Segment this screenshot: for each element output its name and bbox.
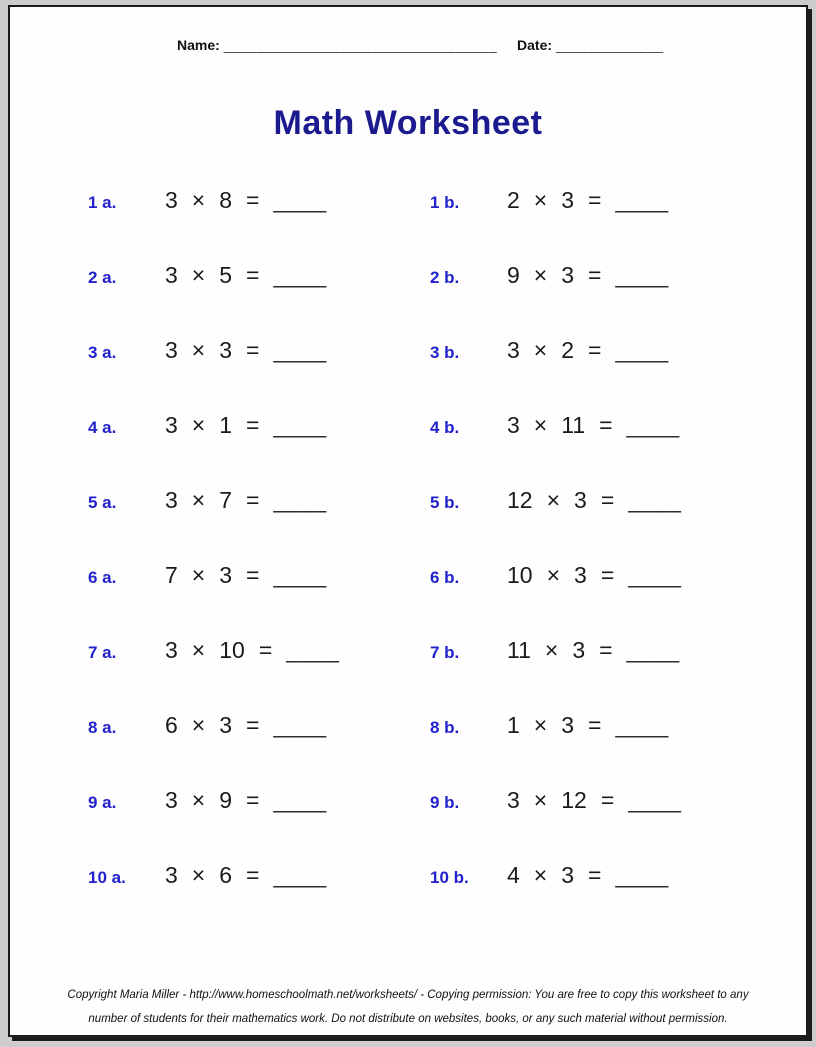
problem-number-label: 10 a. [88,868,126,887]
factor-2: 3 [561,712,575,738]
factor-2: 1 [219,412,233,438]
problem-number-label: 8 b. [430,718,460,737]
problem-row-3 [88,313,772,388]
equals-sign: = [588,262,602,288]
problem-8b [430,712,772,739]
times-icon: × [533,262,548,288]
factor-2: 3 [574,562,587,588]
times-icon: × [191,787,206,813]
times-icon: × [546,562,561,588]
factor-1: 12 [507,487,533,513]
problem-3b [430,337,772,364]
problem-row-6 [88,538,772,613]
problem-1b [430,187,772,214]
answer-blank: ____ [273,787,327,813]
factor-2: 3 [219,712,233,738]
worksheet-page [8,5,808,1037]
times-icon: × [191,562,206,588]
problem-number-label: 10 b. [430,868,469,887]
times-icon: × [191,487,206,513]
equals-sign: = [246,562,260,588]
factor-2: 6 [219,862,233,888]
answer-blank: ____ [615,262,669,288]
equation [507,187,669,214]
equation [507,637,680,664]
equals-sign: = [600,562,615,588]
answer-blank: ____ [273,262,327,288]
times-icon: × [191,712,206,738]
answer-blank: ____ [615,337,669,363]
factor-2: 12 [561,787,587,813]
factor-1: 3 [507,337,520,363]
equals-sign: = [599,412,613,438]
factor-1: 3 [165,412,178,438]
factor-1: 6 [165,712,178,738]
equals-sign: = [246,712,260,738]
factor-1: 11 [507,637,531,663]
answer-blank: ____ [286,637,340,663]
factor-2: 9 [219,787,233,813]
factor-2: 3 [574,487,587,513]
problem-2a [88,262,430,289]
times-icon: × [191,337,206,363]
problem-number-label: 5 a. [88,493,117,512]
factor-1: 2 [507,187,520,213]
copyright-footer [10,983,806,1031]
problem-row-8 [88,688,772,763]
answer-blank: ____ [273,562,327,588]
problem-number-label: 1 b. [430,193,460,212]
times-icon: × [533,787,548,813]
problem-4b [430,412,772,439]
page-title: Math Worksheet [273,104,543,142]
equation [165,337,327,364]
answer-blank: ____ [273,337,327,363]
answer-blank: ____ [626,637,680,663]
factor-2: 10 [219,637,245,663]
answer-blank: ____ [273,412,327,438]
problem-number-label: 3 b. [430,343,460,362]
problem-number-label: 7 b. [430,643,460,662]
problem-number-label: 8 a. [88,718,117,737]
factor-1: 3 [507,787,520,813]
factor-2: 2 [561,337,575,363]
factor-1: 3 [165,787,178,813]
problem-5b [430,487,772,514]
times-icon: × [533,337,548,363]
equals-sign: = [258,637,273,663]
equation [165,262,327,289]
equation [165,562,327,589]
answer-blank: ____ [615,862,669,888]
equals-sign: = [588,862,602,888]
factor-2: 3 [219,562,233,588]
factor-1: 7 [165,562,178,588]
date-fill-line: _____________ [555,37,664,53]
factor-1: 3 [165,187,178,213]
factor-2: 5 [219,262,233,288]
name-date-row [177,37,664,53]
problem-1a [88,187,430,214]
problem-9a [88,787,430,814]
times-icon: × [533,187,548,213]
factor-2: 7 [219,487,233,513]
factor-2: 3 [561,262,575,288]
times-icon: × [191,862,206,888]
problem-row-10 [88,838,772,913]
problem-number-label: 1 a. [88,193,117,212]
problem-number-label: 9 a. [88,793,117,812]
problem-6b [430,562,772,589]
problem-10b [430,862,772,889]
factor-2: 11 [561,412,586,438]
factor-2: 8 [219,187,233,213]
answer-blank: ____ [628,487,682,513]
equation [507,262,669,289]
problem-row-9 [88,763,772,838]
factor-1: 4 [507,862,520,888]
equation [165,637,339,664]
factor-1: 1 [507,712,520,738]
equation [507,787,681,814]
equals-sign: = [588,187,602,213]
times-icon: × [191,262,206,288]
copyright-line-1: Copyright Maria Miller - http://www.homeschoolmath.net/worksheets/ - Copying permission: You are free to copy this worksheet to any [67,989,749,1001]
equals-sign: = [599,637,613,663]
factor-2: 3 [572,637,586,663]
factor-2: 3 [561,862,575,888]
problem-row-2 [88,238,772,313]
problem-number-label: 6 a. [88,568,117,587]
problem-6a [88,562,430,589]
equation [507,487,681,514]
copyright-line-2: number of students for their mathematics work. Do not distribute on websites, books, or any such material without permission. [88,1013,728,1025]
problem-row-4 [88,388,772,463]
factor-2: 3 [561,187,575,213]
equation [165,412,327,439]
equals-sign: = [246,487,260,513]
times-icon: × [191,637,206,663]
equals-sign: = [600,487,615,513]
problem-number-label: 4 a. [88,418,117,437]
equals-sign: = [600,787,615,813]
answer-blank: ____ [273,862,327,888]
times-icon: × [533,862,548,888]
times-icon: × [546,487,561,513]
problem-5a [88,487,430,514]
problem-number-label: 9 b. [430,793,460,812]
equals-sign: = [246,187,260,213]
equation [165,862,327,889]
answer-blank: ____ [628,562,682,588]
equation [507,337,669,364]
problem-8a [88,712,430,739]
problem-7a [88,637,430,664]
factor-1: 3 [165,487,178,513]
answer-blank: ____ [628,787,682,813]
problem-number-label: 5 b. [430,493,460,512]
factor-1: 3 [165,337,178,363]
answer-blank: ____ [626,412,680,438]
factor-1: 10 [507,562,533,588]
equals-sign: = [588,337,602,363]
problem-number-label: 2 b. [430,268,460,287]
equation [507,562,681,589]
equation [507,712,669,739]
equals-sign: = [246,412,260,438]
factor-1: 3 [507,412,520,438]
equation [165,487,327,514]
factor-2: 3 [219,337,233,363]
equation [507,862,669,889]
times-icon: × [533,412,548,438]
times-icon: × [544,637,559,663]
date-label: Date: [517,37,553,53]
equation [165,712,327,739]
equals-sign: = [246,787,260,813]
equation [165,787,327,814]
problem-number-label: 2 a. [88,268,117,287]
factor-1: 3 [165,637,178,663]
problem-row-1 [88,163,772,238]
problem-7b [430,637,772,664]
answer-blank: ____ [273,487,327,513]
problem-10a [88,862,430,889]
problem-2b [430,262,772,289]
answer-blank: ____ [615,712,669,738]
factor-1: 9 [507,262,520,288]
problem-number-label: 7 a. [88,643,117,662]
equals-sign: = [246,262,260,288]
times-icon: × [191,412,206,438]
problems-grid [88,163,772,913]
equals-sign: = [246,337,260,363]
problem-row-5 [88,463,772,538]
answer-blank: ____ [273,187,327,213]
problem-4a [88,412,430,439]
factor-1: 3 [165,262,178,288]
answer-blank: ____ [273,712,327,738]
problem-3a [88,337,430,364]
answer-blank: ____ [615,187,669,213]
problem-number-label: 4 b. [430,418,460,437]
equals-sign: = [588,712,602,738]
factor-1: 3 [165,862,178,888]
problem-row-7 [88,613,772,688]
equals-sign: = [246,862,260,888]
name-fill-line: _________________________________ [223,37,498,53]
times-icon: × [191,187,206,213]
times-icon: × [533,712,548,738]
problem-number-label: 6 b. [430,568,460,587]
name-label: Name: [177,37,220,53]
equation [165,187,327,214]
equation [507,412,680,439]
problem-number-label: 3 a. [88,343,117,362]
problem-9b [430,787,772,814]
